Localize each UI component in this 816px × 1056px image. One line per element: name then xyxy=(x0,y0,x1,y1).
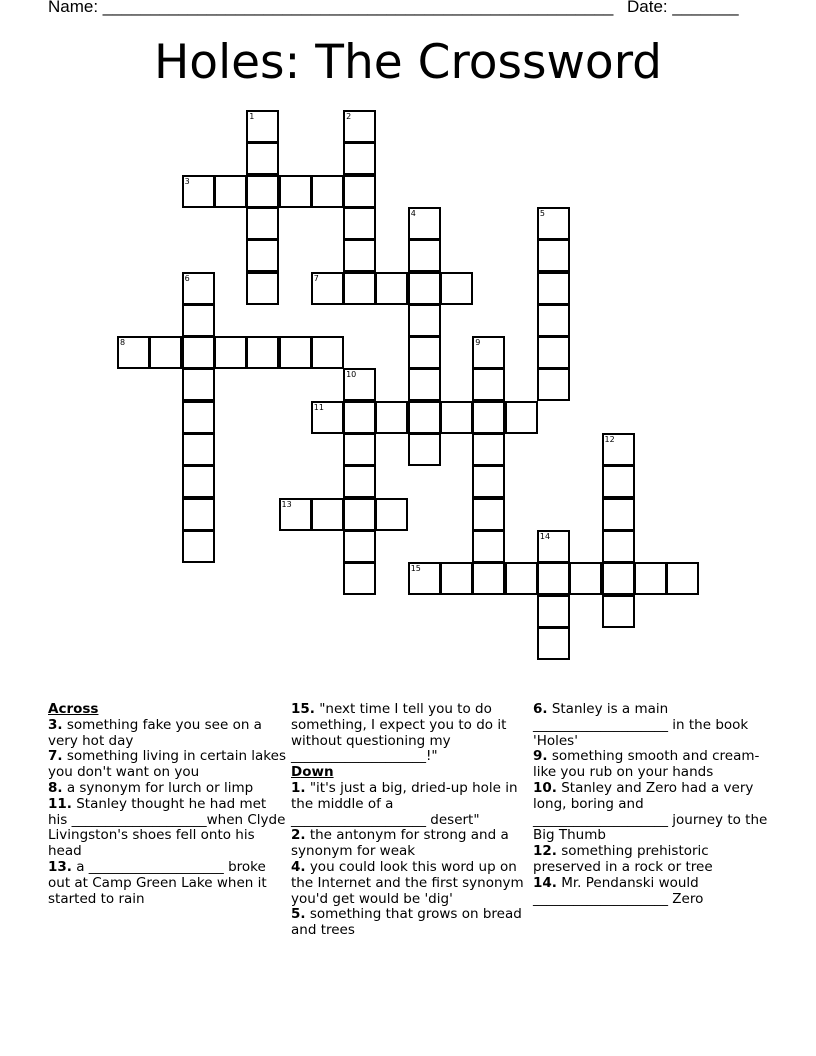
crossword-cell[interactable] xyxy=(602,595,635,628)
crossword-cell[interactable] xyxy=(343,175,376,208)
crossword-cell[interactable] xyxy=(602,498,635,531)
crossword-cell[interactable] xyxy=(472,465,505,498)
crossword-cell[interactable] xyxy=(311,272,344,305)
crossword-cell[interactable] xyxy=(343,110,376,143)
crossword-cell[interactable] xyxy=(440,272,473,305)
crossword-cell[interactable] xyxy=(279,336,312,369)
clues-column-3 xyxy=(533,702,771,907)
clue-number-label: 2 xyxy=(346,112,352,121)
clue-across-8: 8. a synonym for lurch or limp xyxy=(48,779,254,796)
crossword-cell[interactable] xyxy=(375,272,408,305)
down-heading: Down xyxy=(291,764,334,781)
crossword-cell[interactable] xyxy=(602,465,635,498)
clue-number-label: 13 xyxy=(281,499,292,509)
crossword-cell[interactable] xyxy=(343,142,376,175)
clue-across-15: 15. "next time I tell you to do something, I expect you to do it without questioning my ____________________!" xyxy=(291,701,507,765)
crossword-cell[interactable] xyxy=(311,336,344,369)
crossword-cell[interactable] xyxy=(408,433,441,466)
crossword-cell[interactable] xyxy=(408,272,441,305)
clue-number-label: 3 xyxy=(184,176,190,186)
crossword-cell[interactable] xyxy=(343,433,376,466)
crossword-cell[interactable] xyxy=(182,368,215,401)
crossword-cell[interactable] xyxy=(117,336,150,369)
crossword-cell[interactable] xyxy=(182,175,215,208)
clue-number-label: 9 xyxy=(475,338,481,348)
clue-down-5: 5. something that grows on bread and trees xyxy=(291,906,522,939)
clue-down-6: 6. Stanley is a main ____________________ in the book 'Holes' xyxy=(533,701,749,749)
crossword-cell[interactable] xyxy=(246,336,279,369)
crossword-cell[interactable] xyxy=(408,562,441,595)
crossword-cell[interactable] xyxy=(472,562,505,595)
crossword-cell[interactable] xyxy=(602,433,635,466)
crossword-cell[interactable] xyxy=(343,465,376,498)
crossword-cell[interactable] xyxy=(343,498,376,531)
clue-down-9: 9. something smooth and cream-like you rub on your hands xyxy=(533,748,760,781)
clue-number-label: 6 xyxy=(184,273,190,283)
crossword-cell[interactable] xyxy=(279,175,312,208)
clue-number-label: 14 xyxy=(539,531,551,541)
clue-number-label: 15 xyxy=(410,564,421,574)
crossword-cell[interactable] xyxy=(537,336,570,369)
clue-number-label: 5 xyxy=(539,208,545,218)
crossword-cell[interactable] xyxy=(246,272,279,305)
clue-number-label: 7 xyxy=(313,273,319,283)
across-heading: Across xyxy=(48,701,99,717)
crossword-cell[interactable] xyxy=(375,498,408,531)
crossword-cell[interactable] xyxy=(602,562,635,595)
clues-column-1 xyxy=(48,702,286,907)
crossword-cell[interactable] xyxy=(666,562,699,595)
crossword-cell[interactable] xyxy=(214,336,247,369)
crossword-cell[interactable] xyxy=(440,401,473,434)
crossword-cell[interactable] xyxy=(246,142,279,175)
crossword-cell[interactable] xyxy=(182,401,215,434)
crossword-cell[interactable] xyxy=(214,175,247,208)
clue-down-10: 10. Stanley and Zero had a very long, boring and ____________________ journey to the Big Thumb xyxy=(533,779,768,844)
crossword-cell[interactable] xyxy=(182,498,215,531)
crossword-cell[interactable] xyxy=(472,530,505,563)
crossword-cell[interactable] xyxy=(343,239,376,272)
clue-across-3: 3. something fake you see on a very hot day xyxy=(48,716,262,749)
crossword-cell[interactable] xyxy=(182,336,215,369)
crossword-cell[interactable] xyxy=(182,433,215,466)
crossword-cell[interactable] xyxy=(408,401,441,434)
crossword-cell[interactable] xyxy=(537,627,570,660)
clue-across-13: 13. a ____________________ broke out at Camp Green Lake when it started to rain xyxy=(48,858,267,907)
crossword-cell[interactable] xyxy=(440,562,473,595)
crossword-cell[interactable] xyxy=(343,562,376,595)
crossword-cell[interactable] xyxy=(311,175,344,208)
crossword-cell[interactable] xyxy=(472,336,505,369)
crossword-cell[interactable] xyxy=(343,368,376,401)
clue-across-11: 11. Stanley thought he had met his ____________________when Clyde Livingston's shoes fell onto his head xyxy=(48,795,286,860)
crossword-cell[interactable] xyxy=(408,207,441,240)
clue-down-2: 2. the antonym for strong and a synonym for weak xyxy=(291,827,509,860)
crossword-cell[interactable] xyxy=(279,498,312,531)
clue-down-4: 4. you could look this word up on the Internet and the first synonym you'd get would be 'dig' xyxy=(291,858,524,907)
clue-number-label: 11 xyxy=(313,402,324,412)
crossword-cell[interactable] xyxy=(537,239,570,272)
crossword-cell[interactable] xyxy=(537,368,570,401)
crossword-cell[interactable] xyxy=(343,272,376,305)
crossword-cell[interactable] xyxy=(149,336,182,369)
clue-number-label: 1 xyxy=(249,112,255,121)
crossword-cell[interactable] xyxy=(182,272,215,305)
clue-across-7: 7. something living in certain lakes you don't want on you xyxy=(48,748,286,781)
crossword-cell[interactable] xyxy=(472,498,505,531)
crossword-cell[interactable] xyxy=(343,207,376,240)
crossword-cell[interactable] xyxy=(343,401,376,434)
crossword-cell[interactable] xyxy=(537,304,570,337)
clue-number-label: 10 xyxy=(346,370,357,380)
crossword-cell[interactable] xyxy=(343,530,376,563)
name-field-line: Name: ______________________________________________________ xyxy=(48,0,614,16)
crossword-cell[interactable] xyxy=(634,562,667,595)
clues-column-2 xyxy=(291,702,529,939)
page-title: Holes: The Crossword xyxy=(153,35,663,90)
clue-down-12: 12. something prehistoric preserved in a rock or tree xyxy=(533,843,713,875)
crossword-cell[interactable] xyxy=(472,368,505,401)
crossword-cell[interactable] xyxy=(182,465,215,498)
crossword-cell[interactable] xyxy=(569,562,602,595)
crossword-cell[interactable] xyxy=(375,401,408,434)
crossword-cell[interactable] xyxy=(408,239,441,272)
crossword-cell[interactable] xyxy=(505,401,538,434)
crossword-cell[interactable] xyxy=(537,595,570,628)
crossword-cell[interactable] xyxy=(311,401,344,434)
clue-down-1: 1. "it's just a big, dried-up hole in the middle of a ____________________ desert" xyxy=(291,779,518,828)
crossword-cell[interactable] xyxy=(537,272,570,305)
crossword-cell[interactable] xyxy=(537,562,570,595)
crossword-cell[interactable] xyxy=(472,401,505,434)
crossword-cell[interactable] xyxy=(246,207,279,240)
crossword-cell[interactable] xyxy=(311,498,344,531)
crossword-cell[interactable] xyxy=(602,530,635,563)
clue-down-14: 14. Mr. Pendanski would ____________________ Zero xyxy=(533,874,704,907)
crossword-cell[interactable] xyxy=(472,433,505,466)
crossword-cell[interactable] xyxy=(537,530,570,563)
crossword-cell[interactable] xyxy=(505,562,538,595)
crossword-cell[interactable] xyxy=(408,368,441,401)
crossword-cell[interactable] xyxy=(246,110,279,143)
date-field-line: Date: _______ xyxy=(627,0,739,16)
crossword-cell[interactable] xyxy=(246,175,279,208)
clue-number-label: 4 xyxy=(410,208,416,218)
crossword-cell[interactable] xyxy=(537,207,570,240)
crossword-cell[interactable] xyxy=(182,530,215,563)
clue-number-label: 12 xyxy=(604,435,615,444)
crossword-cell[interactable] xyxy=(246,239,279,272)
crossword-cell[interactable] xyxy=(182,304,215,337)
crossword-cell[interactable] xyxy=(408,304,441,337)
clue-number-label: 8 xyxy=(120,338,126,348)
crossword-cell[interactable] xyxy=(408,336,441,369)
